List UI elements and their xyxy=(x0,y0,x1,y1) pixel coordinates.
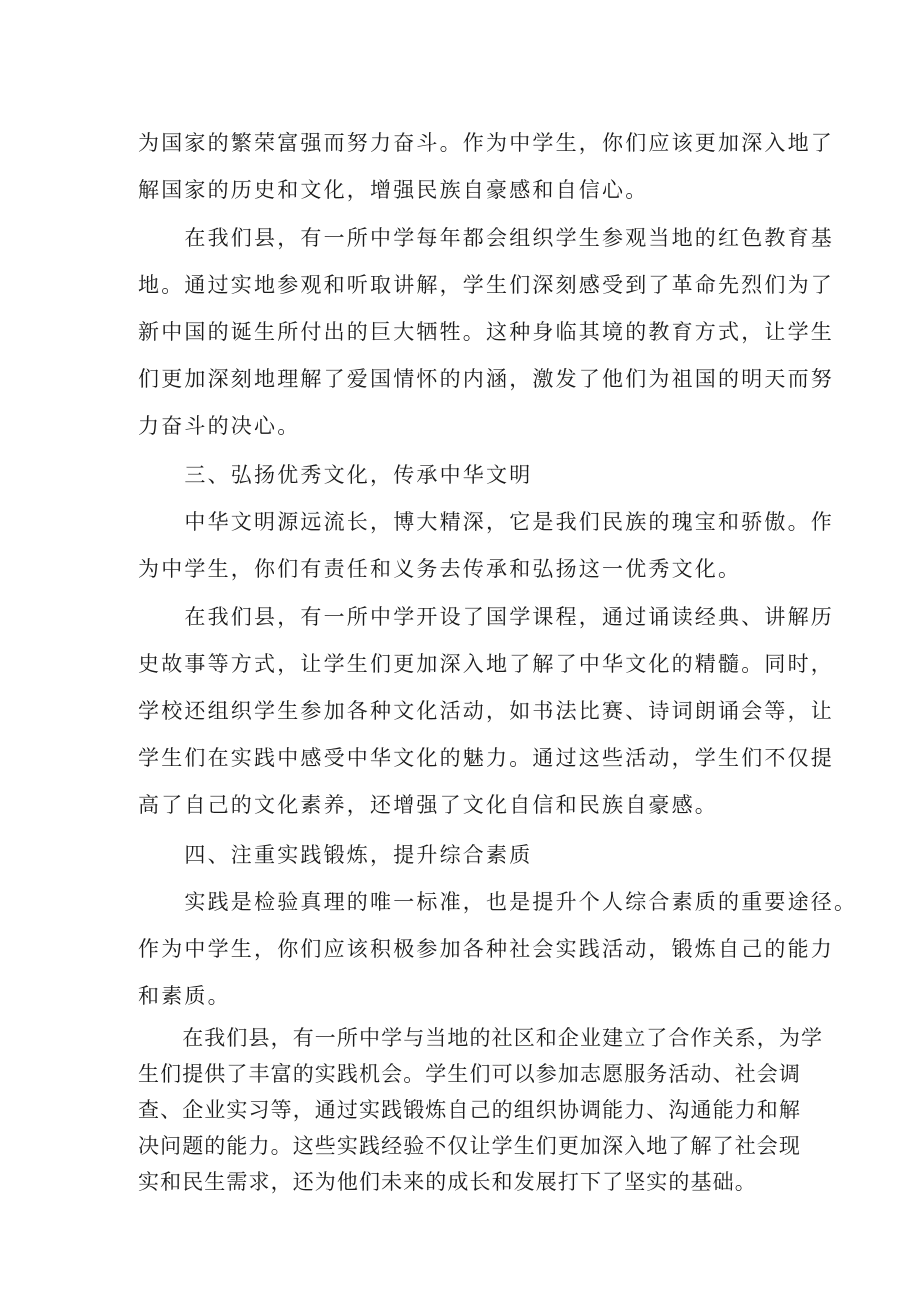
text-line: 作为中学生，你们应该积极参加各种社会实践活动，锻炼自己的能力 xyxy=(138,937,834,961)
text-line: 实和民生需求，还为他们未来的成长和发展打下了坚实的基础。 xyxy=(138,1170,757,1194)
text-line: 和素质。 xyxy=(138,984,231,1008)
heading-line: 四、注重实践锻炼，提升综合素质 xyxy=(138,843,533,867)
text-line: 决问题的能力。这些实践经验不仅让学生们更加深入地了解了社会现 xyxy=(138,1134,801,1158)
section-heading-three xyxy=(138,452,788,499)
text-line: 查、企业实习等，通过实践锻炼自己的组织协调能力、沟通能力和解 xyxy=(138,1098,801,1122)
text-line: 学校还组织学生参加各种文化活动，如书法比赛、诗词朗诵会等，让 xyxy=(138,699,834,723)
text-line: 在我们县，有一所中学与当地的社区和企业建立了合作关系，为学 xyxy=(138,1026,824,1050)
text-line: 在我们县，有一所中学开设了国学课程，通过诵读经典、讲解历 xyxy=(138,605,834,629)
heading-line: 三、弘扬优秀文化，传承中华文明 xyxy=(138,463,533,487)
paragraph-civilization xyxy=(138,499,834,593)
text-line: 新中国的诞生所付出的巨大牺牲。这种身临其境的教育方式，让学生 xyxy=(138,320,834,344)
text-line: 为中学生，你们有责任和义务去传承和弘扬这一优秀文化。 xyxy=(138,557,742,581)
text-line: 地。通过实地参观和听取讲解，学生们深刻感受到了革命先烈们为了 xyxy=(138,273,834,297)
text-line: 在我们县，有一所中学每年都会组织学生参观当地的红色教育基 xyxy=(138,226,834,250)
text-line: 力奋斗的决心。 xyxy=(138,414,301,438)
section-heading-four xyxy=(138,832,788,879)
paragraph-cooperation xyxy=(138,1020,824,1200)
text-line: 生们提供了丰富的实践机会。学生们可以参加志愿服务活动、社会调 xyxy=(138,1062,801,1086)
text-line: 中华文明源远流长，博大精深，它是我们民族的瑰宝和骄傲。作 xyxy=(138,510,834,534)
text-line: 们更加深刻地理解了爱国情怀的内涵，激发了他们为祖国的明天而努 xyxy=(138,367,834,391)
paragraph-red-education xyxy=(138,215,834,450)
text-line: 为国家的繁荣富强而努力奋斗。作为中学生，你们应该更加深入地了 xyxy=(138,131,834,155)
text-line: 学生们在实践中感受中华文化的魅力。通过这些活动，学生们不仅提 xyxy=(138,746,834,770)
text-line: 实践是检验真理的唯一标准，也是提升个人综合素质的重要途径。 xyxy=(138,890,858,914)
paragraph-continuation xyxy=(138,120,834,214)
text-line: 高了自己的文化素养，还增强了文化自信和民族自豪感。 xyxy=(138,793,718,817)
paragraph-guoxue xyxy=(138,594,834,829)
text-line: 史故事等方式，让学生们更加深入地了解了中华文化的精髓。同时， xyxy=(138,652,834,676)
text-line: 解国家的历史和文化，增强民族自豪感和自信心。 xyxy=(138,178,649,202)
paragraph-practice xyxy=(138,879,858,1020)
